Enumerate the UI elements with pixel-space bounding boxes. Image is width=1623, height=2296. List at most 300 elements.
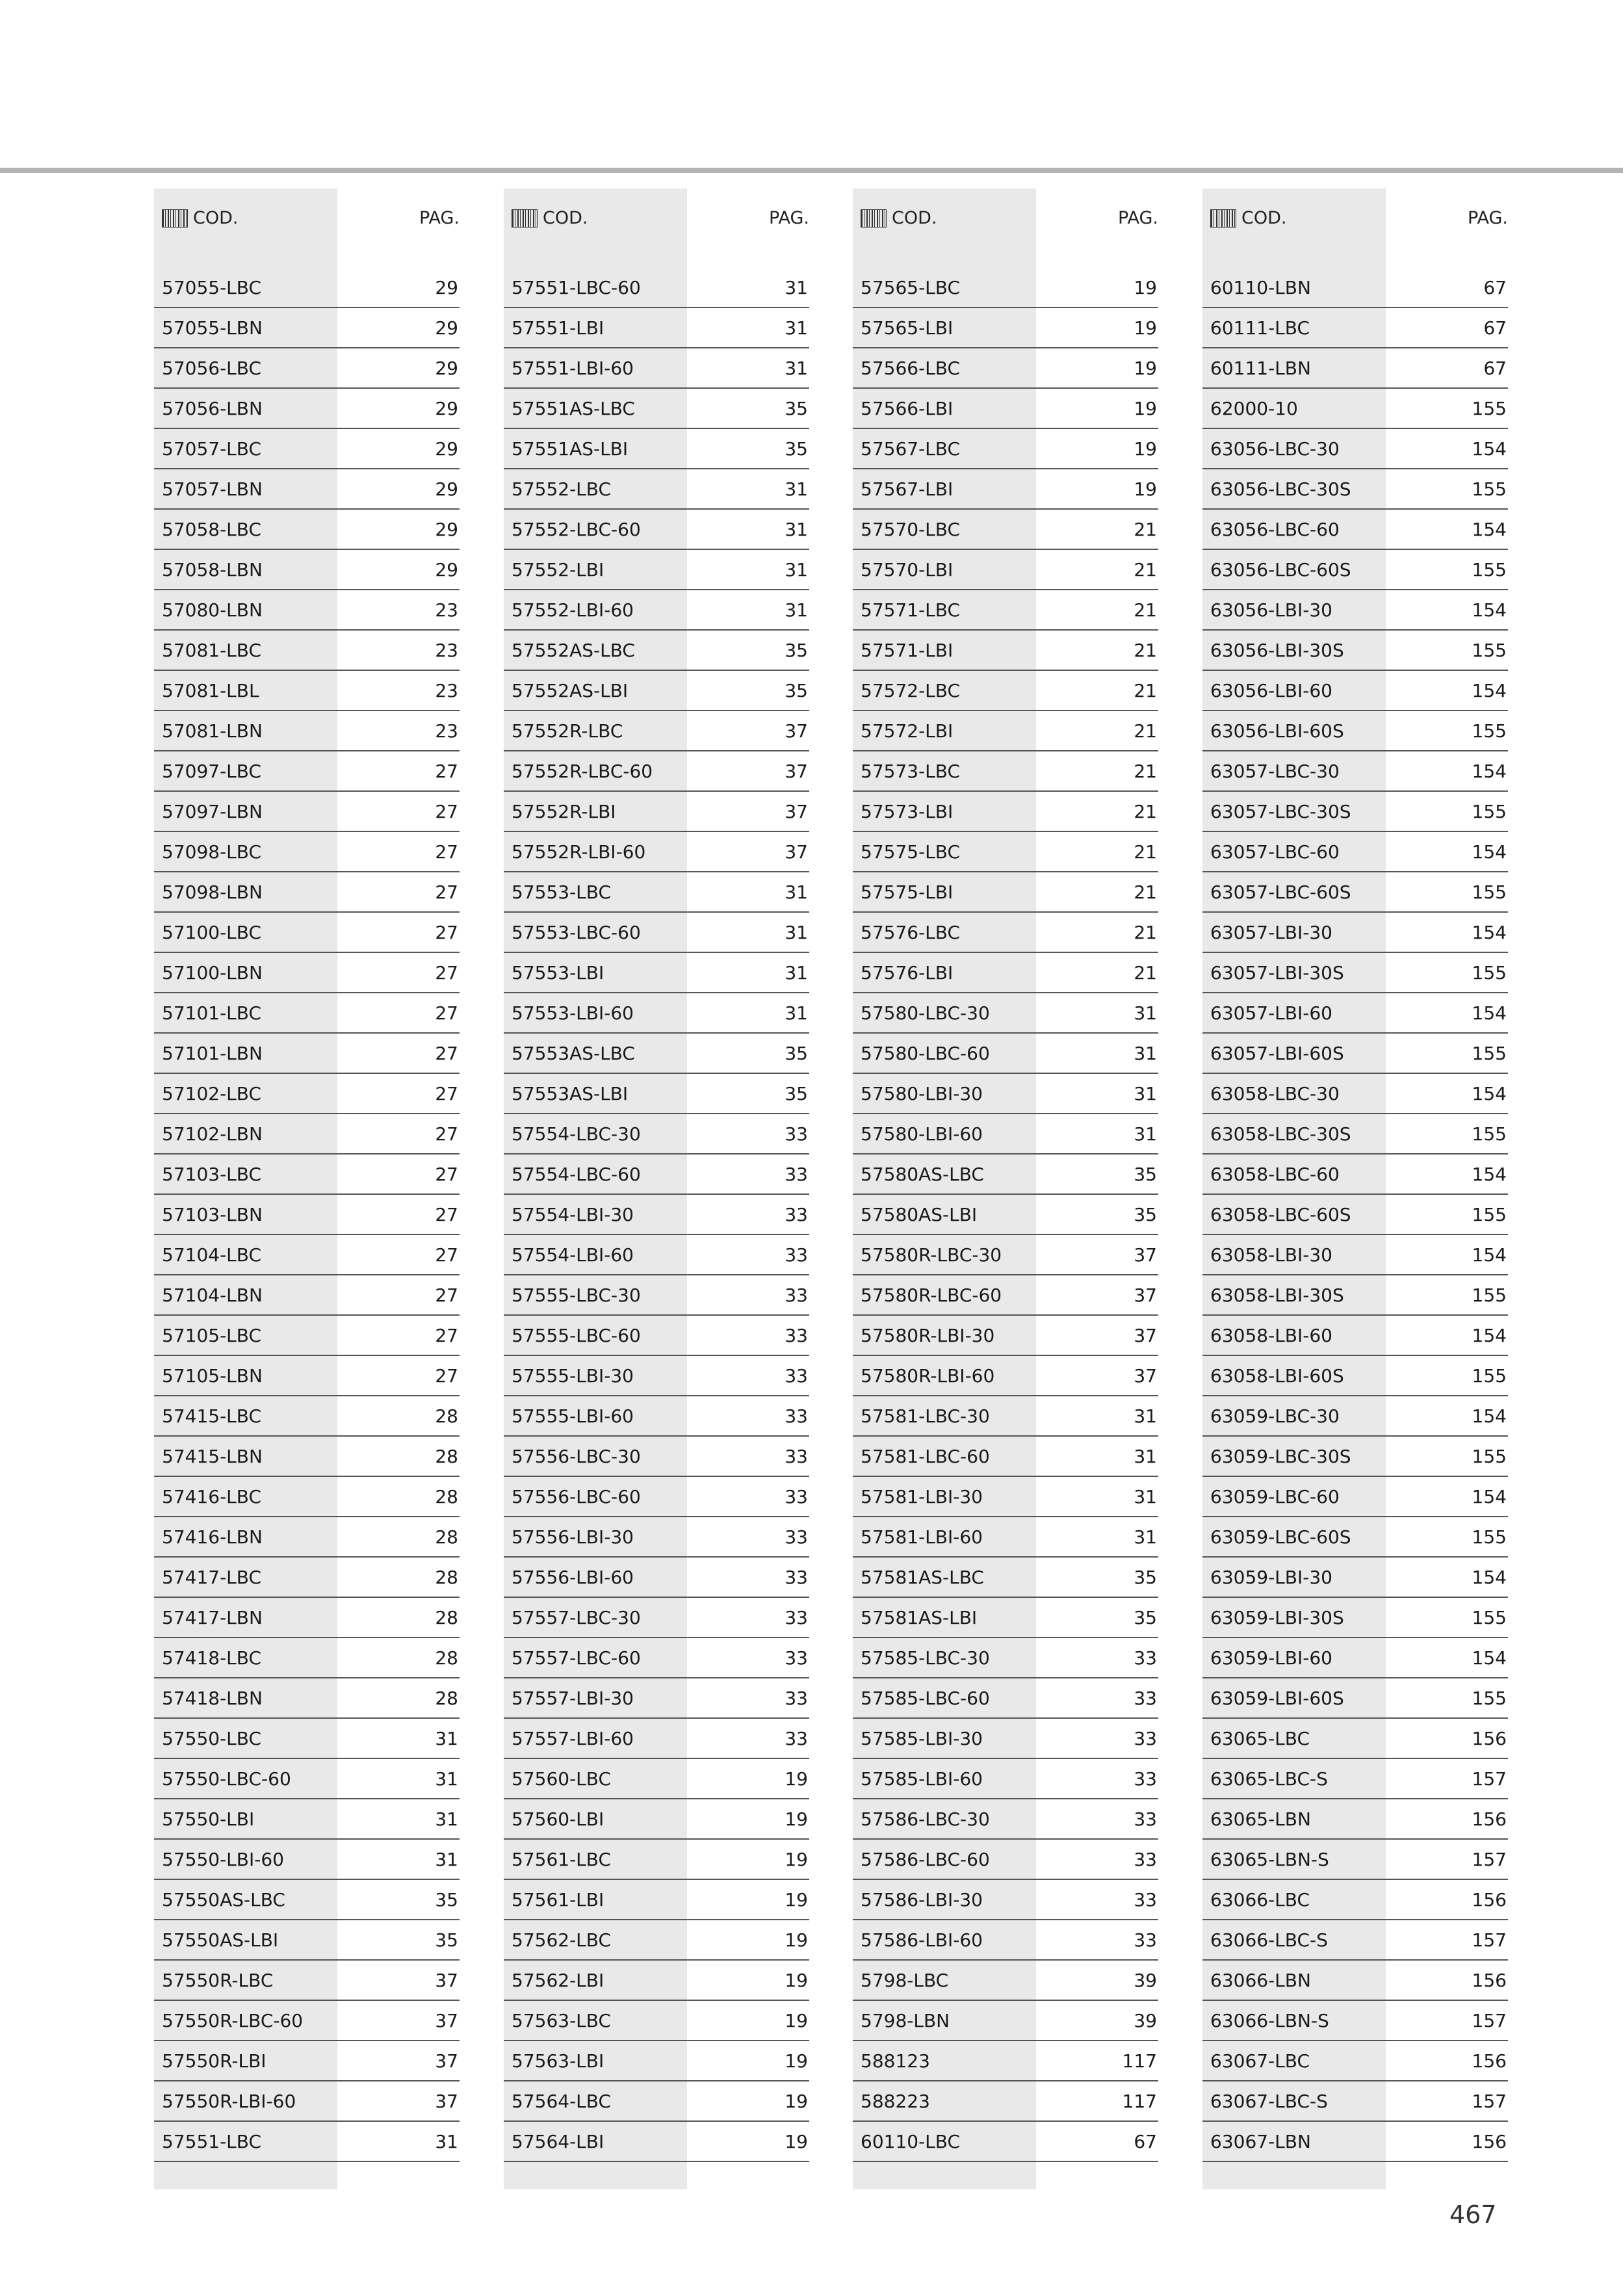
product-code: 57102-LBC [162,1083,262,1104]
index-row [154,1517,460,1558]
index-row [853,1558,1158,1598]
index-row [504,1558,809,1598]
product-code: 57550AS-LBC [162,1889,285,1911]
page-ref: 28 [435,1526,458,1548]
page-ref: 33 [785,1526,808,1548]
product-code: 57557-LBI-60 [512,1728,634,1749]
page-ref: 35 [785,398,808,419]
product-code: 57553AS-LBC [512,1043,635,1064]
product-code: 63067-LBN [1210,2131,1311,2152]
index-row [154,1638,460,1678]
page-ref: 33 [785,1365,808,1387]
product-code: 63056-LBC-60S [1210,559,1351,581]
product-code: 588123 [861,2050,930,2072]
product-code: 57567-LBC [861,438,961,460]
product-code: 57416-LBC [162,1486,262,1507]
index-row [853,1396,1158,1437]
index-row [154,751,460,792]
page-ref: 33 [785,1446,808,1467]
index-row [154,1396,460,1437]
page-ref: 155 [1472,1123,1507,1145]
column-header [154,189,460,254]
index-row [853,913,1158,953]
index-row [853,2122,1158,2162]
page-ref: 35 [1134,1567,1157,1588]
product-code: 57097-LBN [162,801,263,822]
product-code: 57552R-LBC [512,720,623,742]
page-ref: 33 [785,1164,808,1185]
page-ref: 27 [435,1365,458,1387]
page-ref: 117 [1122,2050,1157,2072]
product-code: 57100-LBN [162,962,263,984]
product-code: 57550R-LBC-60 [162,2010,304,2031]
product-code: 57581-LBC-30 [861,1405,990,1427]
page-ref: 157 [1472,2010,1507,2031]
index-row [504,2001,809,2041]
page-ref: 27 [435,1043,458,1064]
index-row [504,1155,809,1195]
page-ref: 39 [1134,2010,1157,2031]
page-ref: 33 [1134,1688,1157,1709]
page-ref: 19 [1134,438,1157,460]
index-row [504,1437,809,1477]
column-header [853,189,1158,254]
product-code: 57580AS-LBI [861,1204,978,1225]
product-code: 57573-LBC [861,761,961,782]
index-row [853,671,1158,711]
product-code: 57551-LBI-60 [512,358,634,379]
product-code: 57580-LBI-60 [861,1123,983,1145]
page-ref: 33 [785,1123,808,1145]
page-ref: 28 [435,1647,458,1669]
product-code: 57573-LBI [861,801,954,822]
page-ref: 23 [435,680,458,701]
page-ref: 19 [785,1889,808,1911]
index-row [853,1517,1158,1558]
cod-header [512,208,588,228]
index-row [154,550,460,590]
index-rows [154,268,460,2162]
page-ref: 31 [1134,1446,1157,1467]
product-code: 57056-LBN [162,398,263,419]
index-row [853,953,1158,993]
index-row [853,2041,1158,2081]
product-code: 57576-LBC [861,922,961,943]
product-code: 63066-LBN [1210,1970,1311,1991]
page-ref: 21 [1134,599,1157,621]
page-ref: 31 [1134,1083,1157,1104]
page-ref: 156 [1472,2131,1507,2152]
page-ref: 33 [785,1647,808,1669]
product-code: 57571-LBI [861,640,954,661]
product-code: 57553-LBI-60 [512,1002,634,1024]
page-ref: 35 [785,680,808,701]
product-code: 63057-LBC-30S [1210,801,1351,822]
index-row [1202,1034,1508,1074]
page-ref: 155 [1472,1688,1507,1709]
index-row [504,1759,809,1799]
index-row [1202,308,1508,348]
index-row [154,1799,460,1840]
product-code: 57417-LBN [162,1607,263,1628]
page-ref: 67 [1483,358,1507,379]
page-ref: 33 [785,1607,808,1628]
page-ref: 31 [1134,1405,1157,1427]
page-ref: 29 [435,478,458,500]
product-code: 63059-LBC-60S [1210,1526,1351,1548]
product-code: 57572-LBC [861,680,961,701]
page-ref: 21 [1134,640,1157,661]
index-row [1202,1598,1508,1638]
page-ref: 37 [435,2050,458,2072]
product-code: 57418-LBN [162,1688,263,1709]
barcode-icon [861,209,887,228]
index-row [1202,872,1508,913]
product-code: 60110-LBC [861,2131,961,2152]
index-row [504,1114,809,1155]
product-code: 57081-LBL [162,680,259,701]
page-ref: 31 [785,962,808,984]
product-code: 57556-LBI-30 [512,1526,634,1548]
index-row [853,1477,1158,1517]
index-row [853,389,1158,429]
product-code: 57576-LBI [861,962,954,984]
page-ref: 27 [435,761,458,782]
product-code: 57057-LBN [162,478,263,500]
index-row [154,1195,460,1235]
index-row [154,631,460,671]
index-row [504,268,809,308]
page-ref: 35 [785,1043,808,1064]
index-row [1202,2001,1508,2041]
page-ref: 155 [1472,640,1507,661]
product-code: 57580R-LBC-60 [861,1285,1002,1306]
page-ref: 154 [1472,1002,1507,1024]
product-code: 57557-LBC-60 [512,1647,641,1669]
product-code: 63057-LBC-30 [1210,761,1340,782]
product-code: 57553-LBI [512,962,604,984]
page-ref: 155 [1472,398,1507,419]
page-ref: 33 [785,1244,808,1266]
index-row [853,1678,1158,1719]
index-row [1202,469,1508,510]
index-row [853,2001,1158,2041]
product-code: 57580-LBI-30 [861,1083,983,1104]
index-row [504,1316,809,1356]
index-row [1202,1437,1508,1477]
page-ref: 37 [1134,1365,1157,1387]
index-row [1202,711,1508,751]
index-row [154,711,460,751]
page-ref: 31 [785,277,808,298]
product-code: 57055-LBC [162,277,262,298]
page-ref: 33 [785,1285,808,1306]
page-ref: 35 [1134,1204,1157,1225]
product-code: 57550AS-LBI [162,1929,279,1951]
index-row [853,1880,1158,1920]
index-row [853,1961,1158,2001]
page-ref: 37 [785,761,808,782]
page-ref: 155 [1472,478,1507,500]
product-code: 63057-LBI-30S [1210,962,1344,984]
page-ref: 33 [785,1405,808,1427]
page-ref: 37 [1134,1244,1157,1266]
page-ref: 33 [1134,1889,1157,1911]
product-code: 57551-LBC-60 [512,277,641,298]
index-row [853,1155,1158,1195]
index-row [1202,389,1508,429]
product-code: 63067-LBC [1210,2050,1310,2072]
index-row [1202,2041,1508,2081]
page-ref: 37 [435,1970,458,1991]
index-row [1202,1396,1508,1437]
index-row [154,1961,460,2001]
product-code: 588223 [861,2091,930,2112]
product-code: 57557-LBI-30 [512,1688,634,1709]
index-row [1202,1477,1508,1517]
page-ref: 33 [785,1204,808,1225]
index-row [504,1678,809,1719]
product-code: 57550R-LBC [162,1970,274,1991]
page-ref: 31 [435,1728,458,1749]
index-rows [504,268,809,2162]
product-code: 57554-LBC-30 [512,1123,641,1145]
product-code: 63058-LBI-30S [1210,1285,1344,1306]
page-ref: 29 [435,398,458,419]
page-ref: 154 [1472,599,1507,621]
product-code: 57104-LBN [162,1285,263,1306]
index-row [504,590,809,631]
index-row [504,510,809,550]
page-ref: 31 [435,1768,458,1790]
product-code: 57555-LBI-30 [512,1365,634,1387]
page-ref: 157 [1472,1849,1507,1870]
page-ref: 37 [1134,1325,1157,1346]
page-ref: 35 [785,1083,808,1104]
pag-header: PAG. [768,208,809,228]
product-code: 57561-LBC [512,1849,612,1870]
product-code: 63056-LBI-60S [1210,720,1344,742]
product-code: 57580R-LBI-30 [861,1325,995,1346]
page-ref: 117 [1122,2091,1157,2112]
page-ref: 33 [785,1688,808,1709]
product-code: 63057-LBI-60 [1210,1002,1332,1024]
product-code: 57550-LBC-60 [162,1768,291,1790]
page-ref: 21 [1134,922,1157,943]
product-code: 57585-LBC-30 [861,1647,990,1669]
index-rows [853,268,1158,2162]
page-ref: 19 [785,1970,808,1991]
index-row [504,1275,809,1316]
page-ref: 28 [435,1567,458,1588]
product-code: 57554-LBI-30 [512,1204,634,1225]
page-ref: 33 [785,1567,808,1588]
index-row [154,1598,460,1638]
index-row [504,308,809,348]
index-row [154,590,460,631]
page-ref: 31 [785,881,808,903]
index-row [154,953,460,993]
product-code: 57097-LBC [162,761,262,782]
product-code: 57554-LBI-60 [512,1244,634,1266]
product-code: 57575-LBI [861,881,954,903]
product-code: 63065-LBN [1210,1808,1311,1830]
product-code: 57581-LBI-60 [861,1526,983,1548]
product-code: 57563-LBC [512,2010,612,2031]
product-code: 57105-LBN [162,1365,263,1387]
page-ref: 27 [435,881,458,903]
page-ref: 157 [1472,1929,1507,1951]
index-row [853,1799,1158,1840]
page-ref: 154 [1472,1486,1507,1507]
product-code: 57562-LBI [512,1970,604,1991]
index-row [154,2081,460,2122]
index-row [853,1114,1158,1155]
page-ref: 29 [435,519,458,540]
page-ref: 19 [1134,398,1157,419]
product-code: 63056-LBI-60 [1210,680,1332,701]
product-code: 57580-LBC-30 [861,1002,990,1024]
product-code: 57552AS-LBI [512,680,629,701]
page-ref: 33 [1134,1728,1157,1749]
page-ref: 154 [1472,1647,1507,1669]
page-ref: 31 [1134,1043,1157,1064]
index-row [1202,429,1508,469]
product-code: 57553AS-LBI [512,1083,629,1104]
index-row [154,1275,460,1316]
product-code: 63059-LBC-60 [1210,1486,1340,1507]
product-code: 57551AS-LBC [512,398,635,419]
product-code: 63066-LBN-S [1210,2010,1329,2031]
index-row [154,1840,460,1880]
product-code: 57581-LBC-60 [861,1446,990,1467]
index-row [504,1356,809,1396]
product-code: 57056-LBC [162,358,262,379]
product-code: 57081-LBN [162,720,263,742]
index-row [154,1356,460,1396]
product-code: 57585-LBI-30 [861,1728,983,1749]
product-code: 57418-LBC [162,1647,262,1669]
product-code: 57564-LBI [512,2131,604,2152]
page-ref: 157 [1472,1768,1507,1790]
product-code: 57562-LBC [512,1929,612,1951]
page-ref: 154 [1472,1083,1507,1104]
page-ref: 21 [1134,962,1157,984]
product-code: 57566-LBC [861,358,961,379]
page-ref: 31 [435,1808,458,1830]
index-row [1202,751,1508,792]
product-code: 57551AS-LBI [512,438,629,460]
page-ref: 37 [1134,1285,1157,1306]
index-row [504,631,809,671]
product-code: 57550R-LBI-60 [162,2091,296,2112]
product-code: 57551-LBC [162,2131,262,2152]
page-ref: 19 [785,1768,808,1790]
index-row [154,1114,460,1155]
page-ref: 31 [1134,1002,1157,1024]
index-row [154,1074,460,1114]
page-ref: 19 [1134,478,1157,500]
page-ref: 27 [435,962,458,984]
page-ref: 35 [785,438,808,460]
product-code: 57585-LBI-60 [861,1768,983,1790]
product-code: 57550-LBI [162,1808,255,1830]
product-code: 57553-LBC [512,881,612,903]
product-code: 57552R-LBI-60 [512,841,646,863]
product-code: 57416-LBN [162,1526,263,1548]
product-code: 57081-LBC [162,640,262,661]
product-code: 57552AS-LBC [512,640,635,661]
index-row [1202,993,1508,1034]
product-code: 57581AS-LBC [861,1567,984,1588]
page-ref: 156 [1472,2050,1507,2072]
page-ref: 19 [785,2010,808,2031]
index-row [154,2122,460,2162]
index-row [853,510,1158,550]
product-code: 57565-LBI [861,317,954,339]
index-row [1202,268,1508,308]
page-ref: 31 [785,519,808,540]
page-ref: 33 [1134,1849,1157,1870]
product-code: 57101-LBN [162,1043,263,1064]
page-ref: 155 [1472,881,1507,903]
index-row [154,1437,460,1477]
index-row [1202,1920,1508,1961]
index-row [504,429,809,469]
product-code: 57103-LBC [162,1164,262,1185]
index-row [154,872,460,913]
index-row [154,1678,460,1719]
page-ref: 31 [785,478,808,500]
index-row [853,1719,1158,1759]
page-ref: 31 [785,358,808,379]
index-row [504,1396,809,1437]
page-ref: 21 [1134,519,1157,540]
product-code: 57561-LBI [512,1889,604,1911]
index-row [504,953,809,993]
product-code: 57552-LBC-60 [512,519,641,540]
index-row [1202,550,1508,590]
index-row [1202,1678,1508,1719]
product-code: 57560-LBI [512,1808,604,1830]
index-row [154,1558,460,1598]
page-ref: 33 [1134,1647,1157,1669]
page-ref: 35 [435,1889,458,1911]
product-code: 63059-LBI-60S [1210,1688,1344,1709]
index-row [504,1235,809,1275]
product-code: 57552-LBI [512,559,604,581]
page-ref: 27 [435,922,458,943]
pag-header: PAG. [1467,208,1508,228]
index-row [853,993,1158,1034]
index-row [504,993,809,1034]
product-code: 63059-LBI-60 [1210,1647,1332,1669]
page-ref: 19 [785,1808,808,1830]
index-row [504,348,809,389]
page-ref: 155 [1472,1204,1507,1225]
page-ref: 29 [435,317,458,339]
product-code: 57057-LBC [162,438,262,460]
product-code: 57556-LBC-30 [512,1446,641,1467]
page-ref: 31 [785,922,808,943]
page-ref: 31 [435,2131,458,2152]
product-code: 57104-LBC [162,1244,262,1266]
index-row [853,872,1158,913]
index-row [853,1316,1158,1356]
product-code: 57554-LBC-60 [512,1164,641,1185]
page-ref: 37 [785,801,808,822]
cod-label: COD. [1241,208,1287,228]
